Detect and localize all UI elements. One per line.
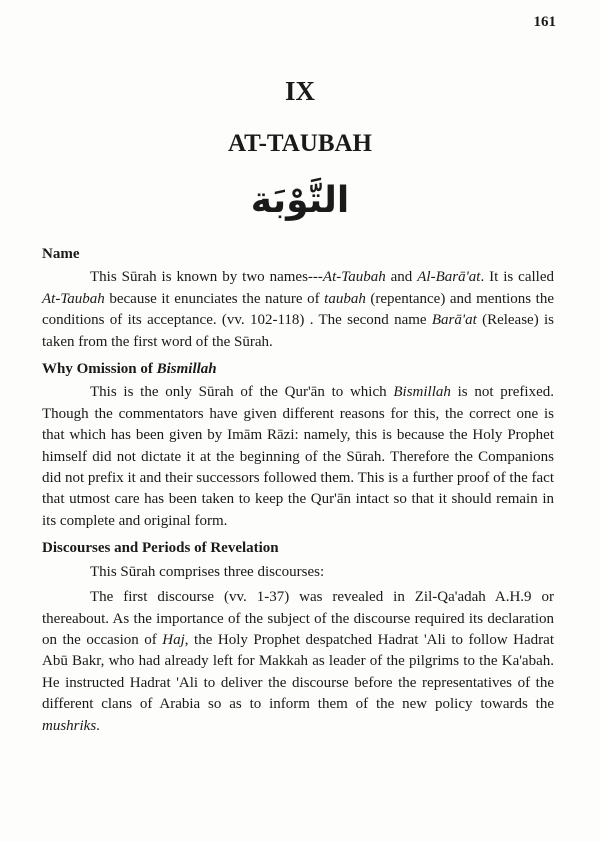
text-run: and [385,269,418,286]
text-run-italic: mushriks [42,717,97,734]
page-number: 161 [533,14,556,30]
paragraph-discourses-intro: This Sūrah comprises three discourses: [90,563,325,580]
text-run: (repentance) and mentions the conditions of its acceptance. (vv. 102-118) . The second name [42,290,555,329]
text-run-italic: Haj [162,631,185,648]
text-run: is not prefixed. Though the commentators have given different reasons for this, the correct one is that which has been given by Imām Rāzi: namely, this is because the Holy Prophet himself did not dictate it at the beginning of the Sūrah. Therefore the Companions did not prefix it and their successors followed them. This is a further proof of the fact that utmost care has been taken to keep the Qur'ān intact so that it should remain in its complete and original form. [42,384,554,529]
text-run-italic: At-Taubah [42,290,105,307]
text-run: (Release) is taken from the first word of the Sūrah. [42,312,555,350]
text-run: . It is called [480,269,554,286]
text-run-italic: At-Taubah [322,269,386,286]
section-heading-discourses: Discourses and Periods of Revelation [42,540,279,557]
text-run: Why Omission of [42,361,157,378]
text-run: This Sūrah is known by two names--- [90,269,323,286]
text-run-italic: Bismillah [156,361,217,378]
text-run-italic: Bismillah [393,384,451,401]
paragraph-omission [42,382,554,532]
text-run: . [96,717,100,734]
text-run-italic: taubah [324,290,366,307]
arabic-title: التَّوْبَة [250,180,350,221]
text-run: The first discourse (vv. 1-37) was revealed in Zil-Qa'adah A.H.9 or thereabout. As the importance of the subject of the discourse required its declaration on the occasion of [42,589,554,648]
text-run: , the Holy Prophet despatched Hadrat 'Ali to follow Hadrat Abū Bakr, who had already left for Makkah as leader of the pilgrims to the Ka'abah. He instructed Hadrat 'Ali to deliver the discourse before the representatives of the different clans of Arabia so as to inform them of the new policy towards the [42,631,554,713]
section-heading-name: Name [42,246,80,262]
chapter-title: AT-TAUBAH [227,130,372,157]
chapter-number: IX [284,76,315,106]
text-run: because it enunciates the nature of [104,290,325,307]
text-run-italic: Barā'at [431,312,477,329]
paragraph-name [42,267,554,353]
text-run-italic: Al-Barā'at [417,269,481,286]
paragraph-discourses-first [42,587,554,737]
text-run: This is the only Sūrah of the Qur'ān to which [90,384,394,401]
body-text [42,244,554,741]
section-heading-omission [42,359,554,380]
